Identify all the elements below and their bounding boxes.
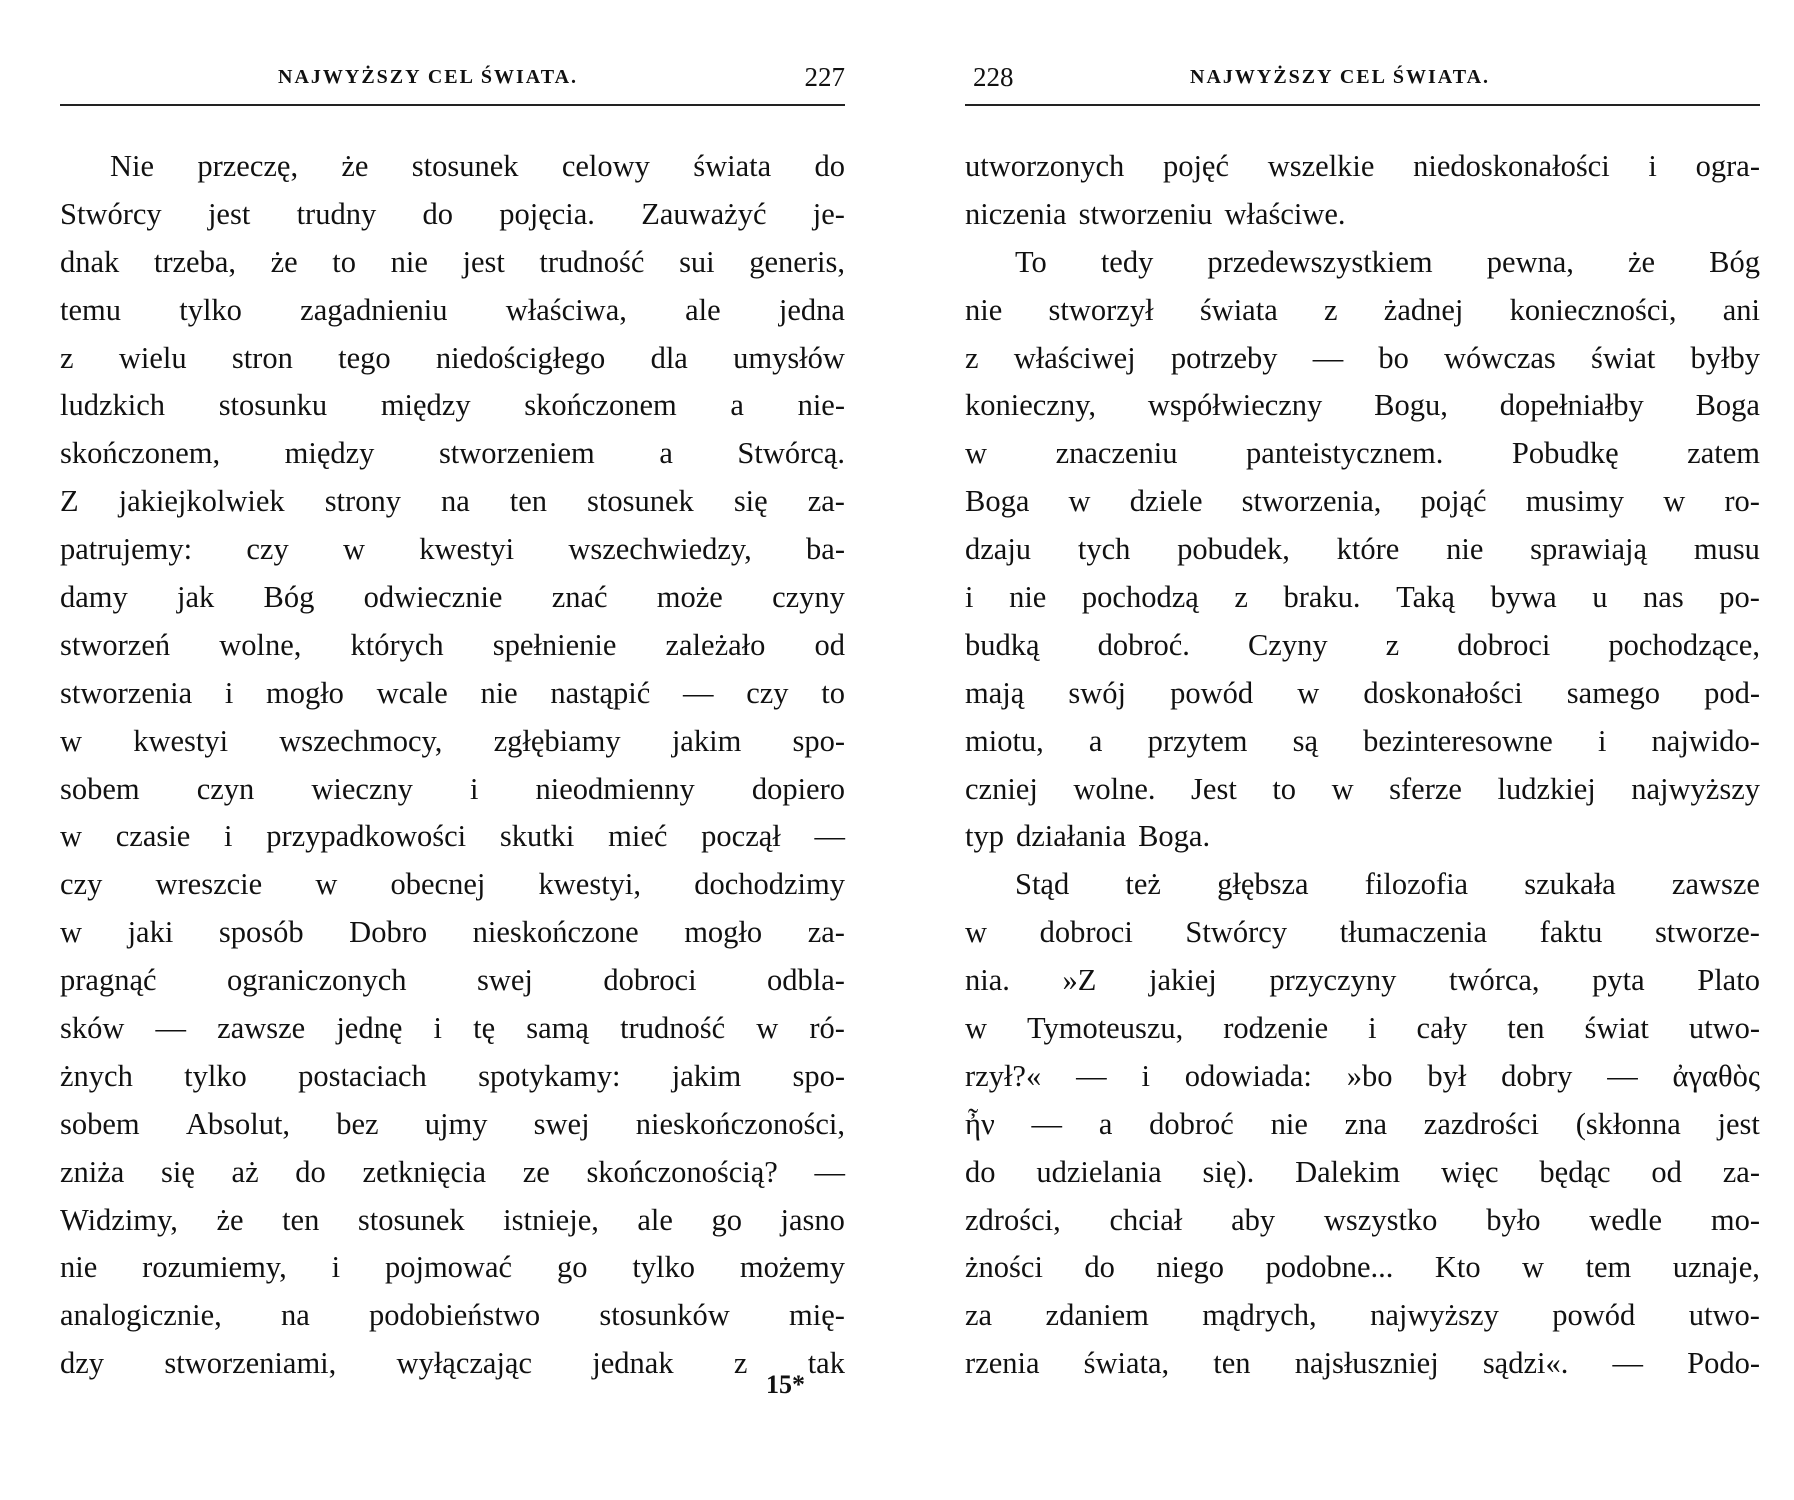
- text-line: w kwestyi wszechmocy, zgłębiamy jakim spo-: [60, 723, 845, 758]
- text-line: sków — zawsze jednę i tę samą trudność w ró-: [60, 1011, 845, 1046]
- text-line: niczenia stworzeniu właściwe.: [965, 196, 1346, 231]
- text-line: zniża się aż do zetknięcia ze skończonością? —: [60, 1154, 845, 1189]
- text-line: pragnąć ograniczonych swej dobroci odbla-: [60, 963, 845, 998]
- text-line: dnak trzeba, że to nie jest trudność sui generis,: [60, 244, 845, 279]
- text-line: z właściwej potrzeby — bo wówczas świat byłby: [965, 340, 1760, 375]
- text-line: żności do niego podobne... Kto w tem uznaje,: [965, 1250, 1760, 1285]
- text-line: Z jakiejkolwiek strony na ten stosunek się za-: [60, 484, 845, 519]
- running-title: NAJWYŻSZY CEL ŚWIATA.: [278, 66, 579, 88]
- text-line: patrujemy: czy w kwestyi wszechwiedzy, ba-: [60, 532, 845, 567]
- text-line: skończonem, między stworzeniem a Stwórcą.: [60, 436, 845, 471]
- right-page-header: [965, 62, 1760, 90]
- text-line: sobem Absolut, bez ujmy swej nieskończoności,: [60, 1106, 845, 1141]
- text-line: dzy stworzeniami, wyłączając jednak z tak: [60, 1346, 845, 1381]
- page-number: 227: [804, 62, 845, 92]
- text-line: konieczny, współwieczny Bogu, dopełniałby Boga: [965, 388, 1760, 423]
- left-page-text: [60, 143, 845, 1388]
- text-line: stworzenia i mogło wcale nie nastąpić — czy to: [60, 675, 845, 710]
- left-page-header: [60, 62, 845, 90]
- text-line: Stąd też głębsza filozofia szukała zawsze: [1015, 867, 1760, 902]
- text-line: czy wreszcie w obecnej kwestyi, dochodzimy: [60, 867, 845, 902]
- text-line: w dobroci Stwórcy tłumaczenia faktu stworze-: [965, 915, 1760, 950]
- text-line: stworzeń wolne, których spełnienie zależało od: [60, 627, 845, 662]
- text-line: Widzimy, że ten stosunek istnieje, ale go jasno: [60, 1202, 845, 1237]
- text-line: sobem czyn wieczny i nieodmienny dopiero: [60, 771, 845, 806]
- text-line: ἦν — a dobroć nie zna zazdrości (skłonna jest: [965, 1106, 1760, 1141]
- text-line: w Tymoteuszu, rodzenie i cały ten świat utwo-: [965, 1011, 1760, 1046]
- header-rule: [60, 104, 845, 106]
- text-line: nie stworzył świata z żadnej konieczności, ani: [965, 292, 1760, 327]
- text-line: do udzielania się). Dalekim więc będąc od za-: [965, 1154, 1760, 1189]
- right-page-text: [965, 143, 1760, 1388]
- text-line: Boga w dziele stworzenia, pojąć musimy w ro-: [965, 484, 1760, 519]
- text-line: dzaju tych pobudek, które nie sprawiają musu: [965, 532, 1760, 567]
- text-line: analogicznie, na podobieństwo stosunków mię-: [60, 1298, 845, 1333]
- text-line: To tedy przedewszystkiem pewna, że Bóg: [1015, 244, 1760, 279]
- text-line: Stwórcy jest trudny do pojęcia. Zauważyć je-: [60, 196, 845, 231]
- text-line: nie rozumiemy, i pojmować go tylko możemy: [60, 1250, 845, 1285]
- text-line: utworzonych pojęć wszelkie niedoskonałości i ogra-: [965, 149, 1760, 183]
- text-line: czniej wolne. Jest to w sferze ludzkiej najwyższy: [965, 771, 1760, 806]
- text-line: w znaczeniu panteistycznem. Pobudkę zatem: [965, 436, 1760, 471]
- text-line: temu tylko zagadnieniu właściwa, ale jedna: [60, 292, 845, 327]
- text-line: miotu, a przytem są bezinteresowne i najwido-: [965, 723, 1760, 758]
- text-line: budką dobroć. Czyny z dobroci pochodzące,: [965, 627, 1760, 662]
- text-line: Nie przeczę, że stosunek celowy świata do: [110, 149, 845, 183]
- running-title: NAJWYŻSZY CEL ŚWIATA.: [1190, 66, 1491, 88]
- text-line: ludzkich stosunku między skończonem a nie-: [60, 388, 845, 423]
- text-line: i nie pochodzą z braku. Taką bywa u nas po-: [965, 580, 1760, 615]
- signature-mark: 15*: [766, 1370, 805, 1399]
- header-rule: [965, 104, 1760, 106]
- text-line: rzenia świata, ten najsłuszniej sądzi«. — Podo-: [965, 1346, 1760, 1381]
- text-line: nia. »Z jakiej przyczyny twórca, pyta Plato: [965, 963, 1760, 998]
- text-line: z wielu stron tego niedościgłego dla umysłów: [60, 340, 845, 375]
- text-line: w jaki sposób Dobro nieskończone mogło za-: [60, 915, 845, 950]
- text-line: rzył?« — i odowiada: »bo był dobry — ἀγαθὸς: [965, 1058, 1760, 1093]
- text-line: mają swój powód w doskonałości samego pod-: [965, 675, 1760, 710]
- text-line: damy jak Bóg odwiecznie znać może czyny: [60, 580, 845, 615]
- text-line: za zdaniem mądrych, najwyższy powód utwo-: [965, 1298, 1760, 1333]
- text-line: typ działania Boga.: [965, 819, 1211, 854]
- text-line: zdrości, chciał aby wszystko było wedle mo-: [965, 1202, 1760, 1237]
- page-number: 228: [973, 62, 1014, 92]
- text-line: w czasie i przypadkowości skutki mieć począł —: [60, 819, 845, 854]
- text-line: żnych tylko postaciach spotykamy: jakim spo-: [60, 1058, 845, 1093]
